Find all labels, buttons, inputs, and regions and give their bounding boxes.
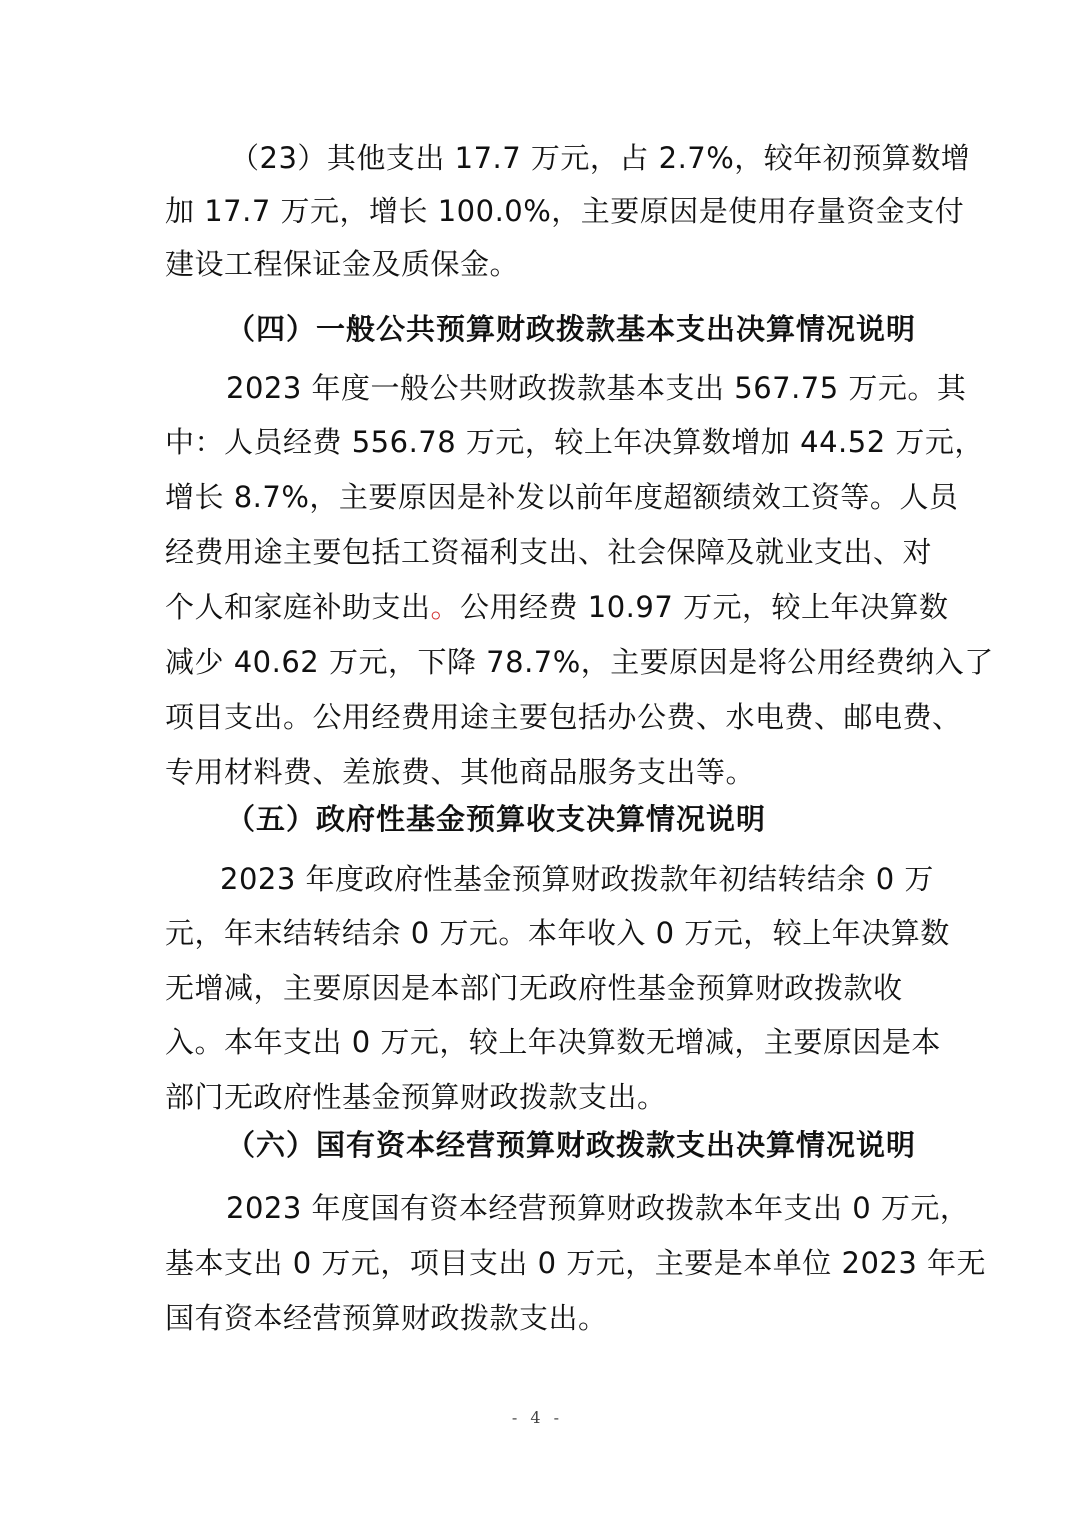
- para-4-line-2: 中：人员经费 556.78 万元，较上年决算数增加 44.52 万元，: [165, 425, 984, 459]
- para-5-line-1: 2023 年度政府性基金预算财政拨款年初结转结余 0 万: [220, 862, 934, 896]
- para-23-line-3: 建设工程保证金及质保金。: [165, 247, 520, 281]
- para-5-line-5: 部门无政府性基金预算财政拨款支出。: [165, 1080, 667, 1114]
- para-23-line-1: （23）其他支出 17.7 万元，占 2.7%，较年初预算数增: [230, 141, 971, 175]
- para-4-line-8: 专用材料费、差旅费、其他商品服务支出等。: [165, 755, 756, 789]
- section-heading-6: （六）国有资本经营预算财政拨款支出决算情况说明: [226, 1128, 917, 1162]
- para-4-line-1: 2023 年度一般公共财政拨款基本支出 567.75 万元。其: [226, 371, 967, 405]
- page-number-footer: - 4 -: [511, 1408, 564, 1427]
- para-5-line-3: 无增减，主要原因是本部门无政府性基金预算财政拨款收: [165, 971, 903, 1005]
- para-4-line-7: 项目支出。公用经费用途主要包括办公费、水电费、邮电费、: [165, 700, 962, 734]
- para-6-line-3: 国有资本经营预算财政拨款支出。: [165, 1301, 608, 1335]
- red-punctuation-mark: 。: [430, 590, 461, 624]
- para-6-line-1: 2023 年度国有资本经营预算财政拨款本年支出 0 万元，: [226, 1191, 970, 1225]
- para-4-line-5-text-a: 个人和家庭补助支出: [165, 590, 431, 624]
- para-4-line-5-text-b: 公用经费 10.97 万元，较上年决算数: [460, 590, 949, 624]
- para-4-line-6: 减少 40.62 万元，下降 78.7%，主要原因是将公用经费纳入了: [165, 645, 994, 679]
- para-4-line-5: [165, 587, 949, 627]
- section-heading-5: （五）政府性基金预算收支决算情况说明: [226, 802, 767, 836]
- para-6-line-2: 基本支出 0 万元，项目支出 0 万元，主要是本单位 2023 年无: [165, 1246, 987, 1280]
- para-5-line-2: 元，年末结转结余 0 万元。本年收入 0 万元，较上年决算数: [165, 916, 950, 950]
- para-5-line-4: 入。本年支出 0 万元，较上年决算数无增减，主要原因是本: [165, 1025, 941, 1059]
- para-4-line-4: 经费用途主要包括工资福利支出、社会保障及就业支出、对: [165, 535, 933, 569]
- section-heading-4: （四）一般公共预算财政拨款基本支出决算情况说明: [226, 312, 917, 346]
- para-4-line-3: 增长 8.7%，主要原因是补发以前年度超额绩效工资等。人员: [165, 480, 959, 514]
- para-23-line-2: 加 17.7 万元，增长 100.0%，主要原因是使用存量资金支付: [165, 194, 965, 228]
